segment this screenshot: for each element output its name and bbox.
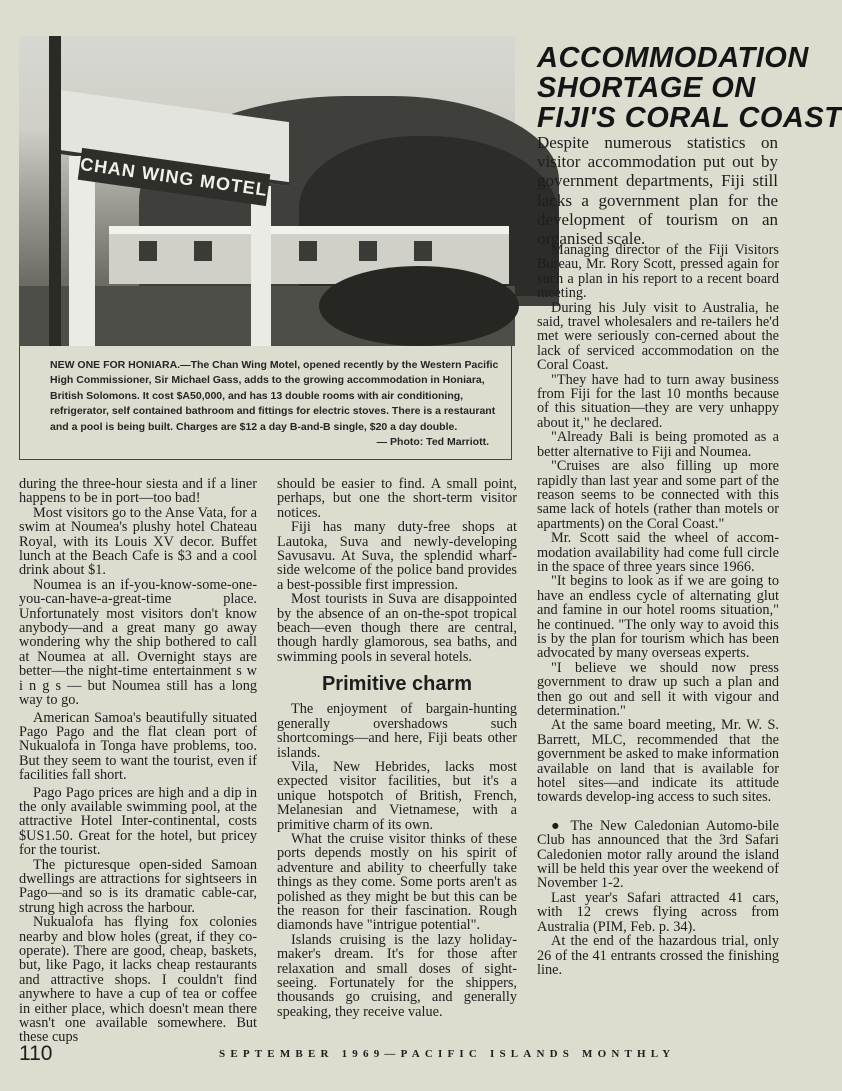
photo-credit: — Photo: Ted Marriott. <box>376 436 489 449</box>
title-line: ACCOMMODATION <box>537 42 809 74</box>
paragraph: Mr. Scott said the wheel of accom-modation availability had come full circle in the space of three years since 1966. <box>537 530 779 575</box>
paragraph: Pago Pago prices are high and a dip in the only available swimming pool, at the attractive Hotel Inter-continental, costs $US1.50. Great for the hotel, but pricey for the tourist. <box>19 784 257 859</box>
photo-post <box>69 156 95 346</box>
paragraph: The enjoyment of bargain-hunting generally overshadows such shortcomings—and here, Fiji beats other islands. <box>277 701 517 761</box>
paragraph: At the end of the hazardous trial, only 26 of the 41 entrants crossed the finishing line. <box>537 933 779 978</box>
photo-window <box>414 241 432 261</box>
paragraph: "I believe we should now press government to draw up such a plan and then go out and sell it with vigour and determination." <box>537 659 779 719</box>
paragraph: "Already Bali is being promoted as a better alternative to Fiji and Noumea. <box>537 429 779 460</box>
column-middle <box>277 477 517 1019</box>
title-line: SHORTAGE ON <box>537 72 756 104</box>
photo-window <box>359 241 377 261</box>
running-footer: SEPTEMBER 1969—PACIFIC ISLANDS MONTHLY <box>219 1048 676 1060</box>
photo-pole <box>49 36 61 346</box>
article-title <box>537 42 842 134</box>
title-line: FIJI'S CORAL COAST <box>537 102 842 134</box>
page-number: 110 <box>19 1042 53 1065</box>
paragraph: What the cruise visitor thinks of these ports depends mostly on his spirit of adventure and ability to cheerfully take things as they come. Some ports aren't as polished as they might be but this can be the reason for their fascination. Rough diamonds have "intrigue potential". <box>277 830 517 934</box>
column-right <box>537 243 779 977</box>
paragraph: during the three-hour siesta and if a liner happens to be in port—too bad! <box>19 476 257 507</box>
paragraph: At the same board meeting, Mr. W. S. Barrett, MLC, recommended that the government be asked to make information available on land that is available for hotel sites—and indicate its attitude towards develop-ing access to such sites. <box>537 717 779 806</box>
paragraph: "They have had to turn away business from Fiji for the last 10 months because of this situation—they are very unhappy about it," he declared. <box>537 371 779 431</box>
paragraph: Most tourists in Suva are disappointed by the absence of an on-the-spot tropical beach—even though there are central, though hardly glamorous, sea baths, and swimming pools in several hotels. <box>277 591 517 665</box>
column-left <box>19 477 257 1045</box>
paragraph: "It begins to look as if we are going to have an endless cycle of alternating glut and famine in our hotel rooms situation," he continued. "The only way to avoid this is by the plan for tourism which has been advocated by many overseas experts. <box>537 573 779 662</box>
paragraph: "Cruises are also filling up more rapidly than last year and some part of the reason seems to be connected with this same lack of hotels (rather than motels or apartments) on the Coral Coast." <box>537 458 779 532</box>
article-lead: Despite numerous statistics on visitor accommodation put out by government departments, Fiji still lacks a government plan for the development of tourism on an organised scale. <box>537 133 778 249</box>
caption-text: NEW ONE FOR HONIARA.—The Chan Wing Motel, opened recently by the Western Pacific High Commissioner, Sir Michael Gass, adds to the growing accommodation in Honiara, British Solomons. It cost $A50,000, and has 13 double rooms with air conditioning, refrigerator, self contained bathroom and fittings for electric stoves. There is a restaurant and a pool is being built. Charges are $12 a day B-and-B single, $20 a day double. <box>50 359 499 433</box>
paragraph: Noumea is an if-you-know-some-one-you-can-have-a-great-time place. Unfortunately most visitors don't know anybody—and a great many go away wondering why the ship bothered to call at Noumea at all. Overnight stays are better—the night-time entertainment s w i n g s — but Noumea still has a long way to go. <box>19 576 257 709</box>
paragraph: Last year's Safari attracted 41 cars, with 12 crews flying across from Australia (PIM, Feb. p. 34). <box>537 889 779 935</box>
paragraph: During his July visit to Australia, he said, travel wholesalers and re-tailers he'd met were seriously con-cerned about the lack of serviced accommodation on the Coral Coast. <box>537 299 779 374</box>
paragraph: Islands cruising is the lazy holiday-maker's dream. It's for those after relaxation and small doses of sight-seeing. Fortunately for the shippers, thousands go cruising, and generally speaking, they receive value. <box>277 931 517 1020</box>
paragraph: Most visitors go to the Anse Vata, for a swim at Noumea's plushy hotel Chateau Royal, with its Louis XV decor. Buffet lunch at the Beach Cafe is $3 and a cool drink about $1. <box>19 504 257 579</box>
paragraph: Managing director of the Fiji Visitors Bureau, Mr. Rory Scott, pressed again for such a plan in his report to a recent board meeting. <box>537 242 779 302</box>
separator <box>537 805 779 819</box>
photo-window <box>194 241 212 261</box>
photo-sign: CHAN WING MOTEL <box>78 148 271 206</box>
motel-photo <box>19 36 515 346</box>
paragraph: Nukualofa has flying fox colonies nearby and blow holes (great, if they co-operate). There are good, cheap, baskets, but, like Pago, it lacks cheap restaurants and attractive shops. I couldn't find anywhere to have a cup of tea or coffee in either place, which doesn't mean there wasn't one available somewhere. But these cups <box>19 914 257 1046</box>
paragraph: should be easier to find. A small point, perhaps, but one the short-term visitor notices. <box>277 476 517 521</box>
photo-window <box>299 241 317 261</box>
photo-window <box>139 241 157 261</box>
section-subhead: Primitive charm <box>321 673 473 696</box>
paragraph: ● The New Caledonian Automo-bile Club has announced that the 3rd Safari Caledonien motor rally around the island will be held this year over the weekend of November 1-2. <box>537 817 779 892</box>
paragraph: The picturesque open-sided Samoan dwellings are attractions for sightseers in Pago—and so is its dramatic cable-car, strung high across the harbour. <box>19 856 257 916</box>
page-footer <box>19 1042 779 1068</box>
paragraph: Vila, New Hebrides, lacks most expected visitor facilities, but it's a unique hotspotch of British, French, Melanesian and Vietnamese, with a primitive charm of its own. <box>277 758 517 833</box>
paragraph: American Samoa's beautifully situated Pago Pago and the flat clean port of Nukualofa in Tonga have problems, too. But they seem to want the tourist, even if facilities fall short. <box>19 709 257 784</box>
photo-bush <box>319 266 519 346</box>
photo-caption <box>19 346 512 460</box>
paragraph: Fiji has many duty-free shops at Lautoka, Suva and newly-developing Savusavu. At Suva, the splendid wharf-side welcome of the police band provides a best-possible first impression. <box>277 519 517 593</box>
photo-post <box>251 186 271 346</box>
